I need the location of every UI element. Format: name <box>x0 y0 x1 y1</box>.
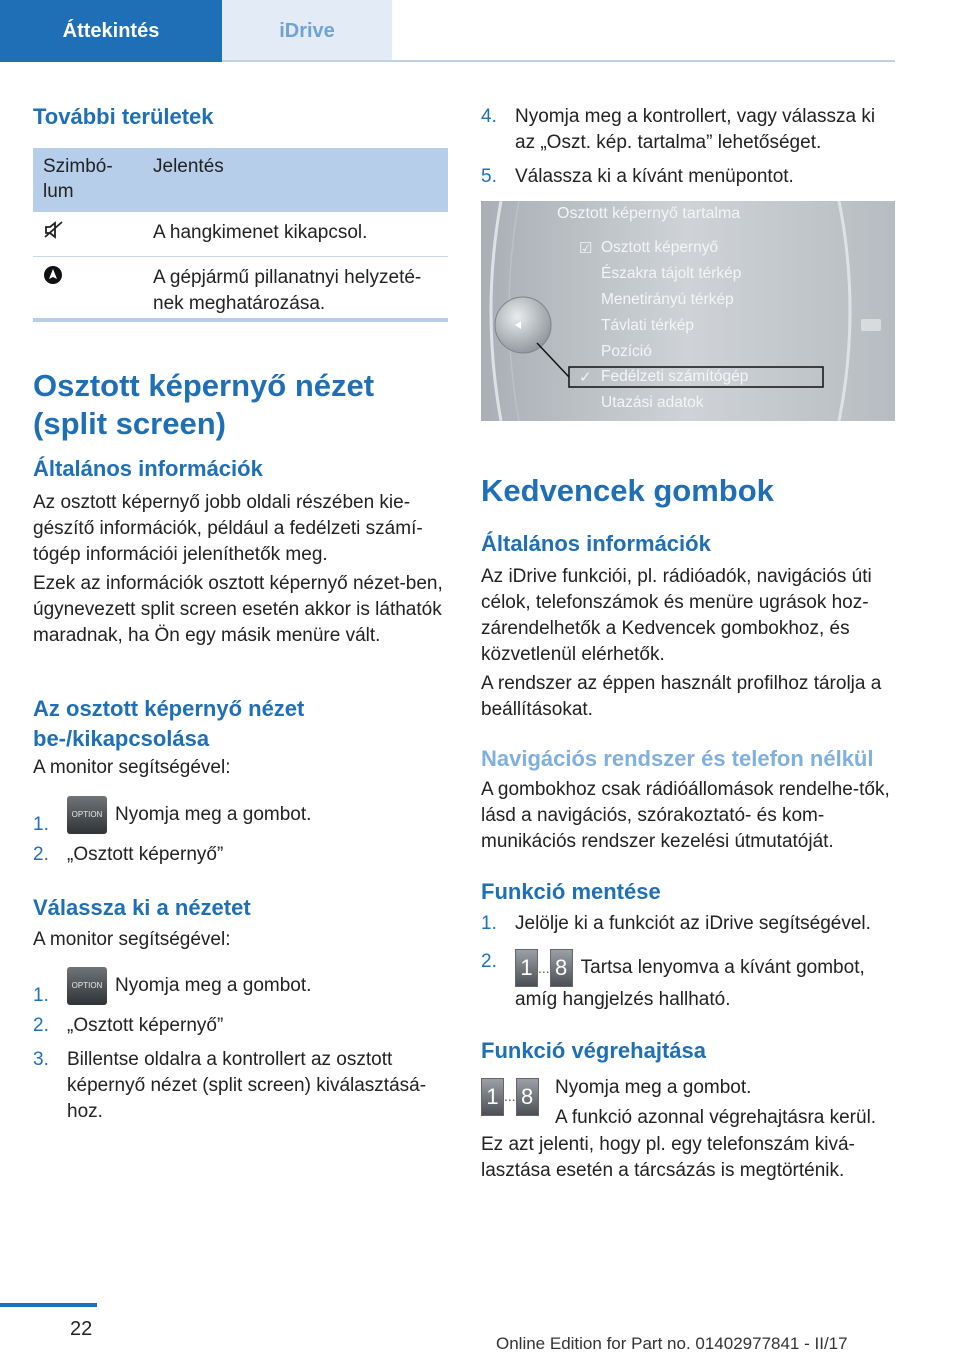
header-divider <box>222 60 895 62</box>
table-head-symbol: Szimbó-lum <box>33 148 143 212</box>
list-item <box>481 104 895 156</box>
step-number: 1. <box>33 814 49 835</box>
exec-p: Ez azt jelenti, hogy pl. egy telefonszám kivá-lasztása esetén a tárcsázás is megtörténik. <box>481 1134 855 1181</box>
list-item <box>33 842 448 868</box>
header-tabs <box>0 0 392 62</box>
heading-more-areas: További területek <box>33 104 214 129</box>
step-text: Nyomja meg a kontrollert, vagy válassza ki az „Oszt. kép. tartalma” lehetőséget. <box>515 106 876 153</box>
screen-menu-item: Fedélzeti számítógép <box>601 368 749 385</box>
execute-function-title: Funkció végrehajtása <box>481 1038 706 1063</box>
table-cell-text: A gépjármű pillanatnyi helyzeté-nek meghatározása. <box>153 267 422 314</box>
choose-view-title: Válassza ki a nézetet <box>33 895 251 920</box>
step-text: Nyomja meg a gombot. <box>115 804 312 826</box>
steps-4-5 <box>481 104 895 190</box>
step-number: 2. <box>481 951 497 972</box>
screen-menu-item: Pozíció <box>601 343 652 360</box>
split-screen-title: Osztott képernyő nézet (split screen) <box>33 368 375 441</box>
list-item <box>33 1047 448 1125</box>
table-bottom-rule <box>33 318 448 322</box>
step-text: „Osztott képernyő” <box>67 844 224 865</box>
favorite-keys-icon <box>481 1078 551 1120</box>
list-item <box>33 1013 448 1039</box>
table-row <box>33 257 448 326</box>
speaker-mute-icon <box>43 220 65 240</box>
table-cell-text: A hangkimenet kikapcsol. <box>143 212 448 257</box>
screen-background <box>481 201 895 421</box>
favorites-title: Kedvencek gombok <box>481 473 774 508</box>
key-ellipsis: ... <box>538 960 550 977</box>
page-number: 22 <box>70 1318 93 1340</box>
screen-menu-item: Utazási adatok <box>601 394 704 411</box>
list-item <box>481 949 895 1013</box>
exec-line2: A funkció azonnal végrehajtásra kerül. <box>555 1107 877 1128</box>
footer-rule <box>0 1303 97 1307</box>
fav-p1: Az iDrive funkciói, pl. rádióadók, navigációs úti célok, telefonszámok és menüre ugrások hoz-zárendelhetők a Kedvencek gombokhoz, és közvetlenül elérhetők. <box>481 566 872 665</box>
toggle-title: Az osztott képernyő nézet be-/kikapcsolása <box>33 696 305 751</box>
exec-line1: Nyomja meg a gombot. <box>555 1077 752 1098</box>
step-number: 4. <box>481 106 497 127</box>
step-number: 1. <box>481 913 497 934</box>
step-number: 2. <box>33 1015 49 1036</box>
list-item <box>481 164 895 190</box>
option-button-icon: OPTION <box>67 967 107 1005</box>
step-text: „Osztott képernyő” <box>67 1015 224 1036</box>
list-item <box>33 796 448 840</box>
step-text: Jelölje ki a funkciót az iDrive segítségével. <box>515 913 871 934</box>
favorite-key-8-icon: 8 <box>516 1078 539 1116</box>
nav-phone-title: Navigációs rendszer és telefon nélkül <box>481 746 874 771</box>
list-item <box>33 967 448 1011</box>
step-number: 1. <box>33 985 49 1006</box>
save-steps <box>481 911 895 1013</box>
favorite-key-8-icon: 8 <box>550 949 573 987</box>
checkbox-checked-icon: ☑ <box>579 240 593 257</box>
step-number: 5. <box>481 166 497 187</box>
nav-phone-p: A gombokhoz csak rádióállomások rendelhe-tők, lásd a navigációs, szórakoztató- és kom-munikációs rendszer kezelési útmutatóját. <box>481 779 890 852</box>
save-function-title: Funkció mentése <box>481 879 661 904</box>
position-icon <box>43 265 63 285</box>
option-button-icon: OPTION <box>67 796 107 834</box>
toggle-steps <box>33 796 448 868</box>
general-info-p2: Ezek az információk osztott képernyő nézet-ben, úgynevezett split screen esetén akkor is láthatók maradnak, ha Ön egy másik menüre vált. <box>33 573 443 646</box>
screen-menu-item: Északra tájolt térkép <box>601 265 742 282</box>
choose-steps <box>33 967 448 1125</box>
check-icon: ✓ <box>579 369 592 386</box>
symbol-table <box>33 148 448 325</box>
fav-general-title: Általános információk <box>481 531 711 556</box>
table-head-meaning: Jelentés <box>143 148 448 212</box>
screen-menu-item: Távlati térkép <box>601 317 695 334</box>
table-cell-icon <box>33 257 143 326</box>
edition-text: Online Edition for Part no. 01402977841 - II/17 <box>496 1334 848 1353</box>
table-cell-icon <box>33 212 143 257</box>
favorite-key-1-icon: 1 <box>515 949 538 987</box>
screen-menu-item: Osztott képernyő <box>601 239 719 256</box>
step-text: Billentse oldalra a kontrollert az osztott képernyő nézet (split screen) kiválasztásá-hoz. <box>67 1049 427 1122</box>
tab-attekintes[interactable]: Áttekintés <box>0 0 222 62</box>
step-number: 3. <box>33 1049 49 1070</box>
screen-menu-item: Menetirányú térkép <box>601 291 734 308</box>
key-ellipsis: ... <box>504 1088 516 1105</box>
general-info-p1: Az osztott képernyő jobb oldali részében kie-gészítő információk, például a fedélzeti számí-tógép információi jeleníthetők meg. <box>33 492 423 565</box>
list-item <box>481 911 895 937</box>
toggle-intro: A monitor segítségével: <box>33 757 231 778</box>
choose-intro: A monitor segítségével: <box>33 929 231 950</box>
favorite-key-1-icon: 1 <box>481 1078 504 1116</box>
table-row <box>33 212 448 257</box>
step-number: 2. <box>33 844 49 865</box>
step-text: Nyomja meg a gombot. <box>115 975 312 997</box>
general-info-title: Általános információk <box>33 456 263 481</box>
step-text: Tartsa lenyomva a kívánt gombot, amíg hangjelzés hallható. <box>515 957 865 1010</box>
step-text: Válassza ki a kívánt menüpontot. <box>515 166 794 187</box>
idrive-screen-image <box>481 201 895 421</box>
tab-idrive[interactable]: iDrive <box>222 0 392 62</box>
screen-title: Osztott képernyő tartalma <box>557 205 741 222</box>
fav-p2: A rendszer az éppen használt profilhoz tárolja a beállításokat. <box>481 673 882 720</box>
